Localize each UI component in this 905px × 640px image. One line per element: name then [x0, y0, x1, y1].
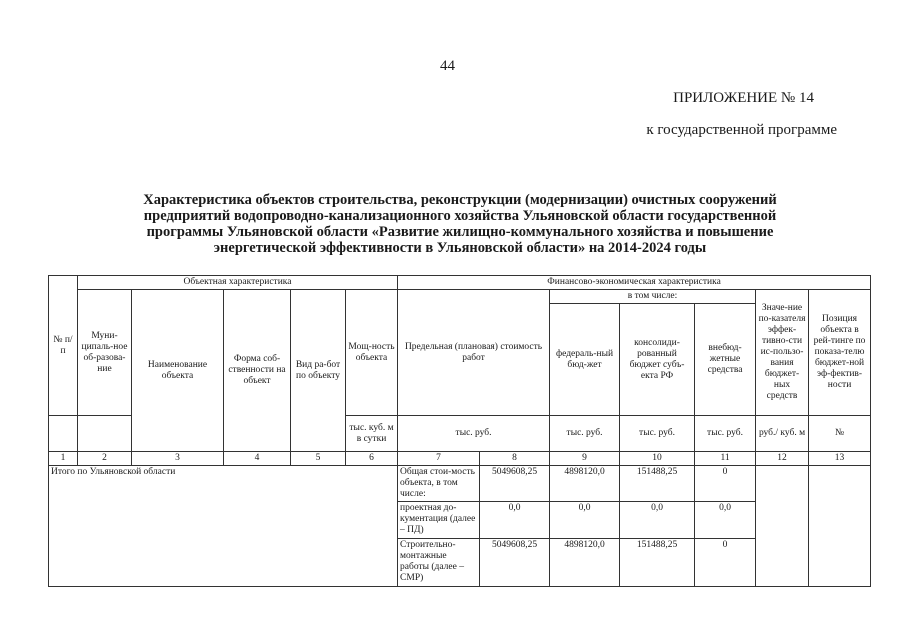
cost-value: 5049608,25 [480, 466, 550, 502]
header-num: № п/п [49, 276, 78, 416]
col-number: 13 [809, 452, 871, 466]
col-number: 9 [550, 452, 620, 466]
group-object: Объектная характеристика [78, 276, 398, 290]
unit-rating: № [809, 416, 871, 452]
header-capacity: Мощ-ность объекта [346, 290, 398, 416]
header-federal: федераль-ный бюд-жет [550, 304, 620, 416]
consolidated-value: 0,0 [620, 502, 695, 539]
col-number: 2 [78, 452, 132, 466]
header-consolidated: консолиди-рованный бюджет субъ-екта РФ [620, 304, 695, 416]
unit-consolidated: тыс. руб. [620, 416, 695, 452]
unit-cost: тыс. руб. [398, 416, 550, 452]
consolidated-value: 151488,25 [620, 466, 695, 502]
header-indicator: Значе-ние по-казателя эффек-тивно-сти ис-пользо-вания бюджет-ных средств [756, 290, 809, 416]
col-number: 1 [49, 452, 78, 466]
cost-value: 0,0 [480, 502, 550, 539]
appendix-title: ПРИЛОЖЕНИЕ № 14 [673, 90, 814, 106]
title-line: Характеристика объектов строительства, реконструкции (модернизации) очистных сооружений [143, 192, 777, 208]
header-including: в том числе: [550, 290, 756, 304]
unit-federal: тыс. руб. [550, 416, 620, 452]
indicator-value [756, 466, 809, 587]
unit-indicator: руб./ куб. м [756, 416, 809, 452]
extra-value: 0 [695, 466, 756, 502]
objects-table [48, 275, 871, 587]
extra-value: 0,0 [695, 502, 756, 539]
unit-blank [49, 416, 78, 452]
title-line: программы Ульяновской области «Развитие жилищно-коммунального хозяйства и повышение [146, 224, 774, 240]
col-number: 8 [480, 452, 550, 466]
header-rating: Позиция объекта в рей-тинге по показа-телю бюджет-ной эф-фектив-ности [809, 290, 871, 416]
rating-value [809, 466, 871, 587]
col-number: 11 [695, 452, 756, 466]
col-number: 6 [346, 452, 398, 466]
unit-extra: тыс. руб. [695, 416, 756, 452]
col-number: 4 [224, 452, 291, 466]
row-label: Строительно-монтажные работы (далее – СМР) [398, 539, 480, 587]
col-number: 12 [756, 452, 809, 466]
total-label: Итого по Ульяновской области [49, 466, 398, 587]
unit-blank [78, 416, 132, 452]
appendix-subtitle: к государственной программе [646, 122, 837, 138]
title-line: предприятий водопроводно-канализационного хозяйства Ульяновской области государственной [143, 208, 777, 224]
federal-value: 4898120,0 [550, 539, 620, 587]
header-work-type: Вид ра-бот по объекту [291, 290, 346, 452]
col-number: 3 [132, 452, 224, 466]
col-number: 5 [291, 452, 346, 466]
consolidated-value: 151488,25 [620, 539, 695, 587]
row-label: Общая стои-мость объекта, в том числе: [398, 466, 480, 502]
header-name: Наименование объекта [132, 290, 224, 452]
col-number: 10 [620, 452, 695, 466]
document-title [80, 192, 840, 256]
unit-capacity: тыс. куб. м в сутки [346, 416, 398, 452]
header-cost: Предельная (плановая) стоимость работ [398, 290, 550, 416]
cost-value: 5049608,25 [480, 539, 550, 587]
header-extra: внебюд-жетные средства [695, 304, 756, 416]
title-line: энергетической эффективности в Ульяновской области» на 2014-2024 годы [213, 240, 707, 256]
row-label: проектная до-кументация (далее – ПД) [398, 502, 480, 539]
col-number: 7 [398, 452, 480, 466]
extra-value: 0 [695, 539, 756, 587]
header-municipality: Муни-ципаль-ное об-разова-ние [78, 290, 132, 416]
header-ownership: Форма соб-ственности на объект [224, 290, 291, 452]
federal-value: 4898120,0 [550, 466, 620, 502]
page-number: 44 [440, 58, 455, 74]
group-finance: Финансово-экономическая характеристика [398, 276, 871, 290]
federal-value: 0,0 [550, 502, 620, 539]
